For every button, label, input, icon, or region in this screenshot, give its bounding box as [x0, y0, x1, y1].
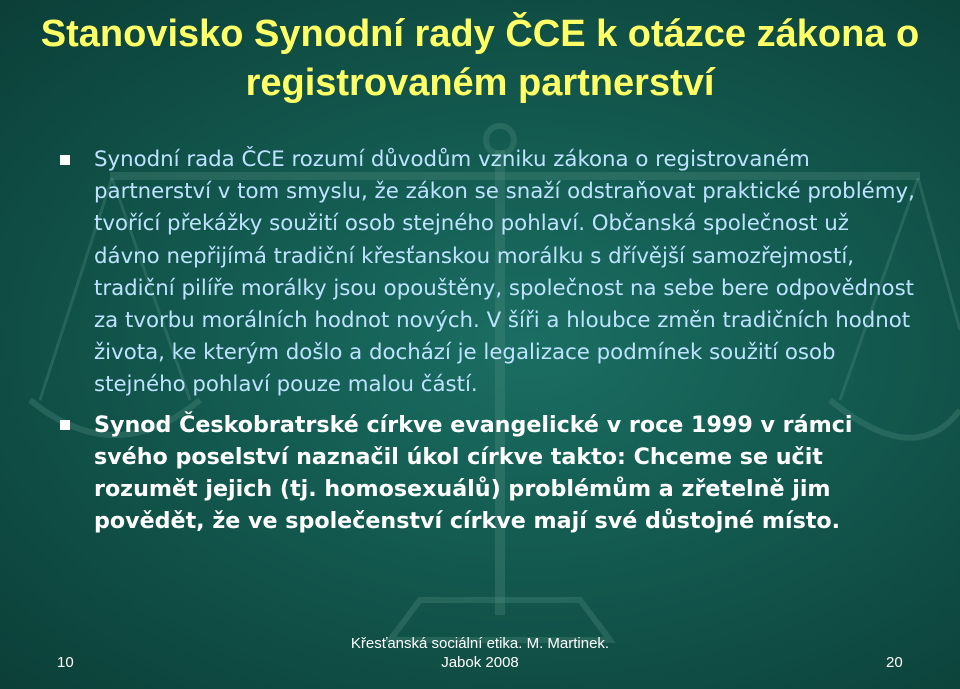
slide-title: Stanovisko Synodní rady ČCE k otázce zákona o registrovaném partnerství — [40, 13, 920, 104]
footer-left-number: 10 — [57, 654, 74, 671]
square-bullet-icon — [60, 420, 70, 430]
bullet-list — [60, 144, 920, 537]
bullet-text: Synodní rada ČCE rozumí důvodům vzniku zákona o registrovaném partnerství v tom smyslu, že zákon se snaží odstraňovat praktické problémy, tvořící překážky soužití osob stejného pohlaví. Občanská společnost už dávno nepřijímá tradiční křesťanskou morálku s dřívější samozřejmostí, tradiční pilíře morálky jsou opouštěny, společnost na sebe bere odpovědnost za tvorbu morálních hodnot nových. V šíři a hloubce změn tradičních hodnot života, ke kterým došlo a dochází je legalizace podmínek soužití osob stejného pohlaví pouze malou částí. — [94, 147, 915, 398]
bullet-text-bold: Synod Českobratrské církve evangelické v roce 1999 v rámci svého poselství naznačil úkol církve takto: Chceme se učit rozumět jejich (tj. homosexuálů) problémům a zřetelně jim povědět, že ve společenství církve mají své důstojné místo. — [94, 411, 853, 534]
footer-center — [330, 634, 630, 672]
footer-course-title: Křesťanská sociální etika. M. Martinek. — [350, 635, 610, 652]
bullet-item — [60, 409, 920, 537]
slide-number: 20 — [886, 654, 903, 671]
square-bullet-icon — [60, 155, 70, 165]
footer-year: Jabok 2008 — [441, 654, 519, 671]
bullet-item — [60, 144, 920, 402]
